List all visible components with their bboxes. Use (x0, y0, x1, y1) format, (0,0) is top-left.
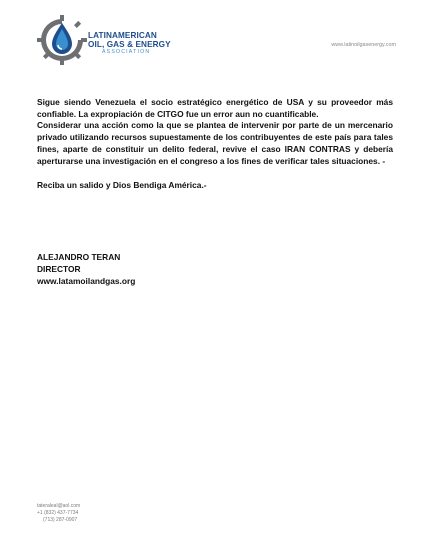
header-website-link[interactable]: www.latinoilgasenergy.com (331, 42, 396, 48)
signature-website-link[interactable]: www.latamoilandgas.org (37, 275, 136, 286)
brand-name (88, 31, 171, 56)
footer-phone-1: +1 (832) 437-7734 (37, 510, 79, 517)
footer-email[interactable]: tateraleal@aol.com (37, 503, 81, 509)
footer-phone-2: (713) 287-0907 (43, 517, 78, 524)
brand-line-3: ASSOCIATION (102, 49, 151, 55)
oil-drop-gear-logo-icon (36, 14, 88, 66)
footer-contact (37, 503, 80, 525)
signature-block (37, 252, 135, 287)
signer-title: DIRECTOR (37, 263, 81, 274)
paragraph-1: Sigue siendo Venezuela el socio estratégico energético de USA y su proveedor más confiable. La expropiación de CITGO fue un error aun no cuantificable. (37, 97, 393, 119)
letterhead (36, 14, 396, 66)
paragraph-2: Considerar una acción como la que se plantea de intervenir por parte de un mercenario privado utilizando recursos supuestamente de los contribuyentes de este país para tales fines, aparte de constituir un delito federal, revive el caso IRAN CONTRAS y debería aperturarse una investigación en el congreso a los fines de verificar tales situaciones. - (37, 120, 393, 166)
brand-line-1: LATINAMERICAN (88, 31, 157, 40)
closing-line: Reciba un salido y Dios Bendiga América.- (37, 180, 207, 191)
signer-name: ALEJANDRO TERAN (37, 252, 121, 262)
letter-body (37, 97, 393, 192)
brand-line-2: OIL, GAS & ENERGY (88, 40, 171, 49)
